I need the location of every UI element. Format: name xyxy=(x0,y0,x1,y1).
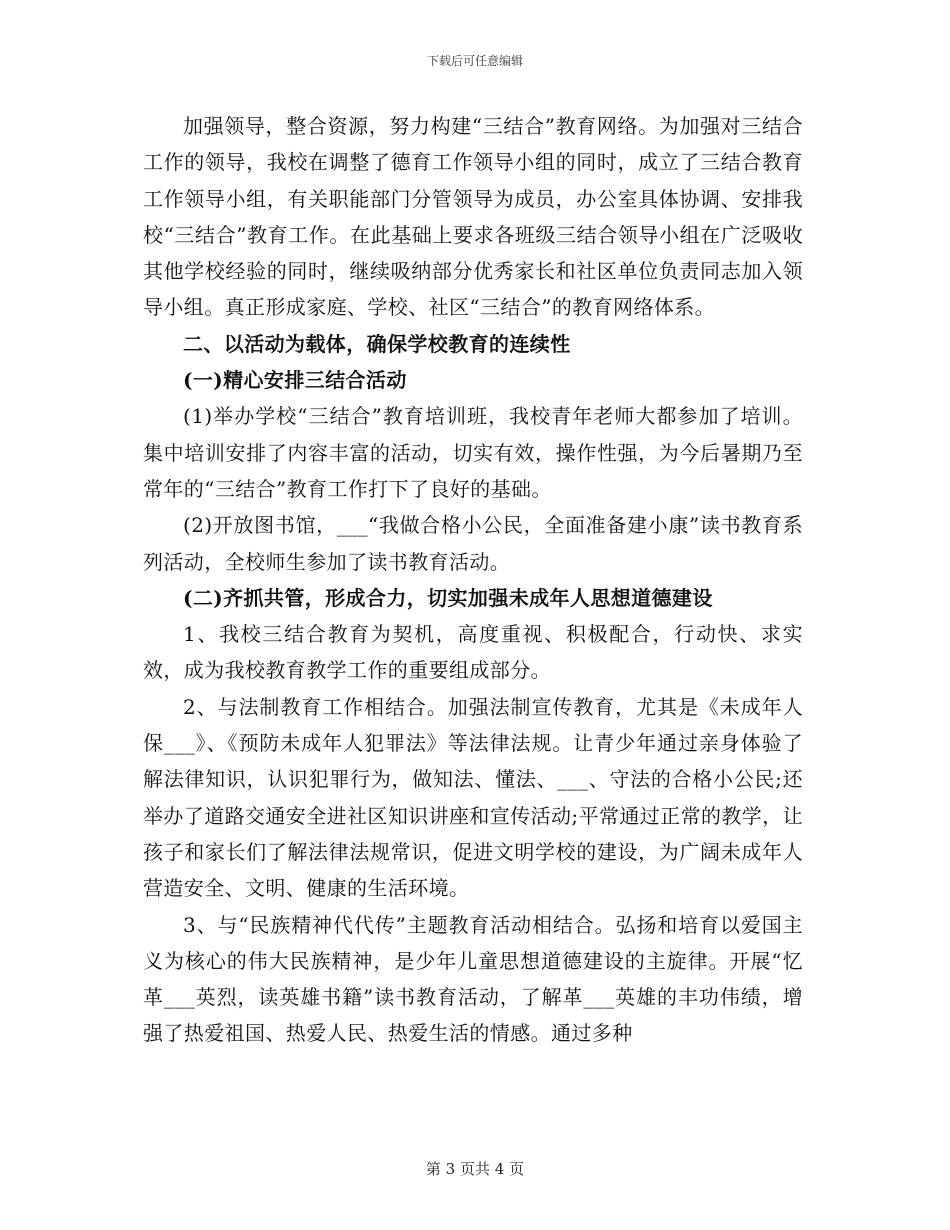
document-body xyxy=(143,108,803,1052)
paragraph-training: (1)举办学校“三结合”教育培训班，我校青年老师大都参加了培训。集中培训安排了内容丰富的活动，切实有效，操作性强，为今后暑期乃至常年的“三结合”教育工作打下了良好的基础。 xyxy=(143,404,803,501)
paragraph-leadership: 加强领导，整合资源，努力构建“三结合”教育网络。为加强对三结合工作的领导，我校在调整了德育工作领导小组的同时，成立了三结合教育工作领导小组，有关职能部门分管领导为成员，办公室具体协调、安排我校“三结合”教育工作。在此基础上要求各班级三结合领导小组在广泛吸收其他学校经验的同时，继续吸纳部分优秀家长和社区单位负责同志加入领导小组。真正形成家庭、学校、社区“三结合”的教育网络体系。 xyxy=(143,114,803,320)
page-header-note: 下载后可任意编辑 xyxy=(426,54,523,68)
subsection-heading-arrange-activities: (一)精心安排三结合活动 xyxy=(183,368,407,393)
subsection-heading-joint-management: (二)齐抓共管，形成合力，切实加强未成年人思想道德建设 xyxy=(183,585,713,610)
paragraph-item-2-legal: 2、与法制教育工作相结合。加强法制宣传教育，尤其是《未成年人保___》、《预防未成年人犯罪法》等法律法规。让青少年通过亲身体验了解法律知识，认识犯罪行为，做知法、懂法、___、守法的合格小公民;还举办了道路交通安全进社区知识讲座和宣传活动;平常通过正常的教学，让孩子和家长们了解法律法规常识，促进文明学校的建设，为广阔未成年人营造安全、文明、健康的生活环境。 xyxy=(143,694,803,901)
paragraph-library: (2)开放图书馆，___“我做合格小公民，全面准备建小康”读书教育系列活动，全校师生参加了读书教育活动。 xyxy=(143,513,803,574)
paragraph-item-1: 1、我校三结合教育为契机，高度重视、积极配合，行动快、求实效，成为我校教育教学工作的重要组成部分。 xyxy=(143,622,803,683)
paragraph-item-3-national-spirit: 3、与“民族精神代代传”主题教育活动相结合。弘扬和培育以爱国主义为核心的伟大民族精神，是少年儿童思想道德建设的主旋律。开展“忆革___英烈，读英雄书籍”读书教育活动，了解革___英雄的丰功伟绩，增强了热爱祖国、热爱人民、热爱生活的情感。通过多种 xyxy=(143,912,803,1046)
section-heading-activities: 二、以活动为载体，确保学校教育的连续性 xyxy=(183,331,571,356)
page-number: 第 3 页共 4 页 xyxy=(425,1160,525,1178)
